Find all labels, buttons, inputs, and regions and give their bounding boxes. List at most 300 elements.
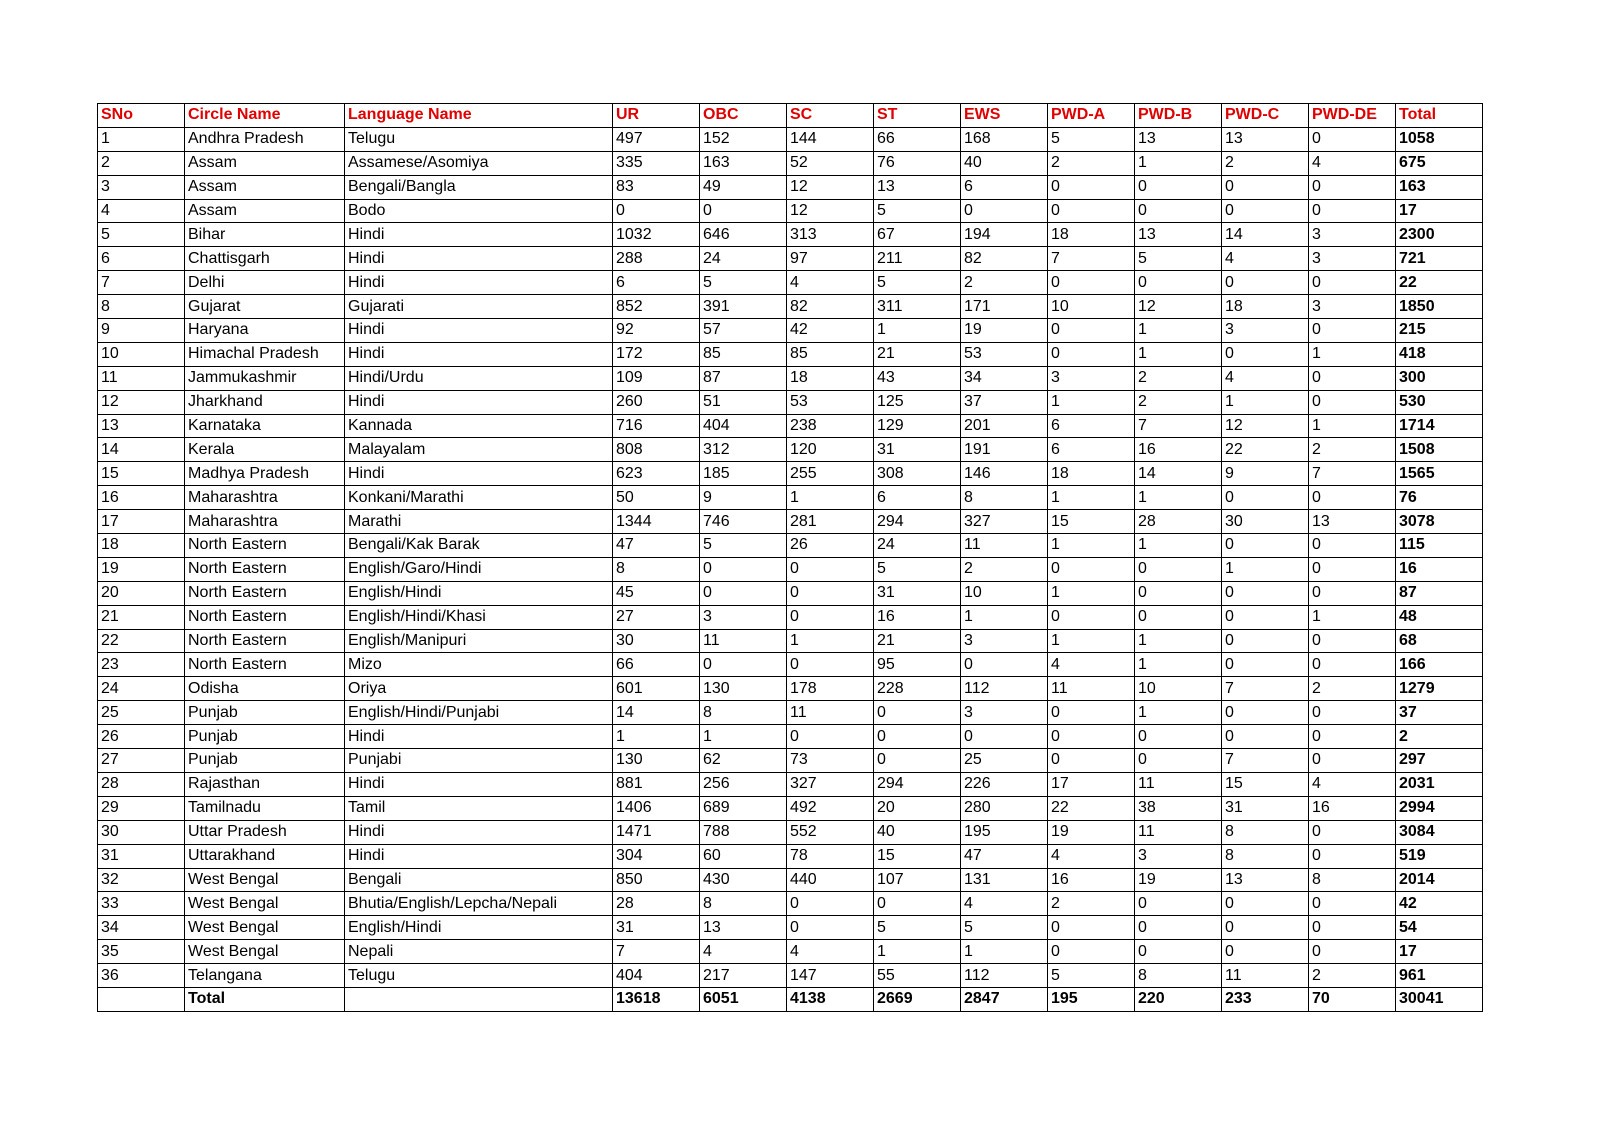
cell-st: 21: [874, 342, 961, 366]
total-ur: 13618: [613, 987, 700, 1011]
cell-pwd-c: 2: [1222, 151, 1309, 175]
cell-ews: 2: [961, 557, 1048, 581]
cell-st: 5: [874, 199, 961, 223]
cell-sc: 12: [787, 199, 874, 223]
header-language-name: Language Name: [345, 104, 613, 128]
cell-st: 6: [874, 486, 961, 510]
cell-pwd-a: 3: [1048, 366, 1135, 390]
cell-sno: 9: [98, 319, 185, 343]
cell-pwd-c: 11: [1222, 964, 1309, 988]
table-row: [98, 151, 1483, 175]
cell-pwd-c: 0: [1222, 701, 1309, 725]
cell-sno: 10: [98, 342, 185, 366]
cell-obc: 430: [700, 868, 787, 892]
header-row: [98, 104, 1483, 128]
cell-ews: 171: [961, 295, 1048, 319]
cell-total: 48: [1396, 605, 1483, 629]
cell-ur: 47: [613, 534, 700, 558]
cell-pwd-b: 19: [1135, 868, 1222, 892]
cell-total: 16: [1396, 557, 1483, 581]
cell-sno: 23: [98, 653, 185, 677]
cell-obc: 4: [700, 940, 787, 964]
cell-sc: 12: [787, 175, 874, 199]
cell-sno: 26: [98, 725, 185, 749]
cell-pwd-de: 0: [1309, 390, 1396, 414]
cell-pwd-b: 1: [1135, 151, 1222, 175]
cell-sc: 4: [787, 271, 874, 295]
cell-obc: 788: [700, 820, 787, 844]
cell-ews: 280: [961, 796, 1048, 820]
cell-sno: 8: [98, 295, 185, 319]
cell-circle-name: Punjab: [185, 749, 345, 773]
cell-total: 76: [1396, 486, 1483, 510]
cell-pwd-a: 2: [1048, 892, 1135, 916]
cell-language-name: Bengali/Bangla: [345, 175, 613, 199]
cell-pwd-de: 1: [1309, 414, 1396, 438]
cell-ur: 1406: [613, 796, 700, 820]
cell-language-name: Malayalam: [345, 438, 613, 462]
cell-circle-name: North Eastern: [185, 534, 345, 558]
cell-pwd-b: 14: [1135, 462, 1222, 486]
cell-language-name: Telugu: [345, 964, 613, 988]
cell-total: 1279: [1396, 677, 1483, 701]
cell-pwd-c: 12: [1222, 414, 1309, 438]
cell-pwd-a: 11: [1048, 677, 1135, 701]
cell-obc: 13: [700, 916, 787, 940]
cell-obc: 85: [700, 342, 787, 366]
table-row: [98, 319, 1483, 343]
cell-obc: 5: [700, 534, 787, 558]
cell-pwd-a: 0: [1048, 749, 1135, 773]
cell-pwd-de: 0: [1309, 916, 1396, 940]
cell-st: 66: [874, 127, 961, 151]
cell-ews: 82: [961, 247, 1048, 271]
cell-pwd-c: 0: [1222, 271, 1309, 295]
cell-language-name: Bengali/Kak Barak: [345, 534, 613, 558]
total-row-language: [345, 987, 613, 1011]
cell-pwd-de: 3: [1309, 223, 1396, 247]
cell-obc: 152: [700, 127, 787, 151]
cell-ur: 6: [613, 271, 700, 295]
cell-st: 0: [874, 892, 961, 916]
header-obc: OBC: [700, 104, 787, 128]
cell-pwd-de: 2: [1309, 677, 1396, 701]
cell-obc: 8: [700, 892, 787, 916]
cell-ews: 112: [961, 677, 1048, 701]
cell-pwd-de: 0: [1309, 725, 1396, 749]
cell-pwd-a: 0: [1048, 342, 1135, 366]
cell-circle-name: Chattisgarh: [185, 247, 345, 271]
cell-ews: 10: [961, 581, 1048, 605]
cell-pwd-b: 38: [1135, 796, 1222, 820]
cell-sno: 28: [98, 772, 185, 796]
cell-st: 20: [874, 796, 961, 820]
cell-sno: 11: [98, 366, 185, 390]
cell-circle-name: Delhi: [185, 271, 345, 295]
cell-pwd-a: 5: [1048, 127, 1135, 151]
cell-sno: 36: [98, 964, 185, 988]
cell-pwd-b: 0: [1135, 175, 1222, 199]
table-row: [98, 868, 1483, 892]
cell-st: 294: [874, 510, 961, 534]
cell-language-name: English/Garo/Hindi: [345, 557, 613, 581]
header-ews: EWS: [961, 104, 1048, 128]
cell-obc: 11: [700, 629, 787, 653]
cell-ur: 130: [613, 749, 700, 773]
cell-pwd-a: 6: [1048, 438, 1135, 462]
cell-pwd-a: 16: [1048, 868, 1135, 892]
cell-pwd-c: 7: [1222, 677, 1309, 701]
table-row: [98, 271, 1483, 295]
cell-pwd-c: 0: [1222, 725, 1309, 749]
cell-obc: 217: [700, 964, 787, 988]
cell-pwd-b: 0: [1135, 557, 1222, 581]
cell-pwd-b: 11: [1135, 820, 1222, 844]
cell-pwd-de: 0: [1309, 892, 1396, 916]
cell-pwd-de: 0: [1309, 199, 1396, 223]
cell-sc: 0: [787, 653, 874, 677]
cell-circle-name: West Bengal: [185, 940, 345, 964]
cell-pwd-de: 0: [1309, 844, 1396, 868]
cell-pwd-de: 4: [1309, 151, 1396, 175]
cell-circle-name: Bihar: [185, 223, 345, 247]
cell-obc: 130: [700, 677, 787, 701]
cell-language-name: Hindi: [345, 725, 613, 749]
cell-ur: 335: [613, 151, 700, 175]
cell-pwd-a: 10: [1048, 295, 1135, 319]
cell-ews: 131: [961, 868, 1048, 892]
cell-ews: 194: [961, 223, 1048, 247]
cell-obc: 0: [700, 557, 787, 581]
cell-sno: 15: [98, 462, 185, 486]
cell-total: 42: [1396, 892, 1483, 916]
cell-circle-name: Jammukashmir: [185, 366, 345, 390]
cell-pwd-b: 0: [1135, 199, 1222, 223]
cell-st: 125: [874, 390, 961, 414]
cell-pwd-b: 0: [1135, 892, 1222, 916]
cell-ews: 0: [961, 199, 1048, 223]
cell-total: 22: [1396, 271, 1483, 295]
cell-pwd-c: 0: [1222, 916, 1309, 940]
cell-ews: 146: [961, 462, 1048, 486]
cell-pwd-de: 16: [1309, 796, 1396, 820]
cell-ews: 201: [961, 414, 1048, 438]
cell-pwd-a: 2: [1048, 151, 1135, 175]
cell-pwd-b: 1: [1135, 653, 1222, 677]
cell-language-name: Hindi/Urdu: [345, 366, 613, 390]
cell-pwd-de: 4: [1309, 772, 1396, 796]
table-row: [98, 581, 1483, 605]
cell-pwd-de: 0: [1309, 486, 1396, 510]
cell-language-name: Punjabi: [345, 749, 613, 773]
table-row: [98, 749, 1483, 773]
cell-sno: 7: [98, 271, 185, 295]
cell-total: 297: [1396, 749, 1483, 773]
cell-ur: 623: [613, 462, 700, 486]
cell-sc: 82: [787, 295, 874, 319]
cell-ur: 288: [613, 247, 700, 271]
cell-sc: 0: [787, 892, 874, 916]
cell-sc: 281: [787, 510, 874, 534]
cell-pwd-de: 0: [1309, 175, 1396, 199]
cell-sc: 492: [787, 796, 874, 820]
cell-ur: 1032: [613, 223, 700, 247]
cell-sc: 144: [787, 127, 874, 151]
cell-circle-name: Uttar Pradesh: [185, 820, 345, 844]
cell-obc: 689: [700, 796, 787, 820]
cell-pwd-b: 8: [1135, 964, 1222, 988]
cell-obc: 391: [700, 295, 787, 319]
cell-pwd-de: 1: [1309, 605, 1396, 629]
cell-pwd-a: 18: [1048, 462, 1135, 486]
cell-sc: 313: [787, 223, 874, 247]
grand-total-row: [98, 987, 1483, 1011]
cell-pwd-de: 0: [1309, 653, 1396, 677]
table-row: [98, 366, 1483, 390]
cell-ur: 92: [613, 319, 700, 343]
total-pwd-de: 70: [1309, 987, 1396, 1011]
cell-language-name: Nepali: [345, 940, 613, 964]
cell-obc: 404: [700, 414, 787, 438]
cell-ews: 37: [961, 390, 1048, 414]
table-row: [98, 342, 1483, 366]
cell-ews: 5: [961, 916, 1048, 940]
cell-pwd-b: 11: [1135, 772, 1222, 796]
header-circle-name: Circle Name: [185, 104, 345, 128]
cell-pwd-de: 2: [1309, 438, 1396, 462]
table-row: [98, 677, 1483, 701]
cell-language-name: Marathi: [345, 510, 613, 534]
table-row: [98, 940, 1483, 964]
cell-pwd-b: 16: [1135, 438, 1222, 462]
cell-sno: 13: [98, 414, 185, 438]
cell-pwd-b: 0: [1135, 581, 1222, 605]
cell-st: 67: [874, 223, 961, 247]
cell-sno: 4: [98, 199, 185, 223]
cell-ews: 6: [961, 175, 1048, 199]
cell-st: 5: [874, 271, 961, 295]
cell-st: 294: [874, 772, 961, 796]
cell-pwd-de: 0: [1309, 534, 1396, 558]
cell-pwd-a: 0: [1048, 271, 1135, 295]
cell-st: 31: [874, 438, 961, 462]
header-ur: UR: [613, 104, 700, 128]
cell-pwd-c: 0: [1222, 534, 1309, 558]
cell-st: 1: [874, 940, 961, 964]
cell-pwd-de: 0: [1309, 127, 1396, 151]
cell-sno: 29: [98, 796, 185, 820]
cell-pwd-a: 4: [1048, 653, 1135, 677]
cell-circle-name: Haryana: [185, 319, 345, 343]
cell-ur: 808: [613, 438, 700, 462]
table-row: [98, 534, 1483, 558]
cell-total: 1058: [1396, 127, 1483, 151]
cell-pwd-c: 8: [1222, 820, 1309, 844]
cell-sno: 1: [98, 127, 185, 151]
cell-pwd-de: 0: [1309, 701, 1396, 725]
cell-ur: 881: [613, 772, 700, 796]
cell-ews: 191: [961, 438, 1048, 462]
table-row: [98, 510, 1483, 534]
total-st: 2669: [874, 987, 961, 1011]
cell-pwd-a: 1: [1048, 581, 1135, 605]
cell-circle-name: Punjab: [185, 725, 345, 749]
cell-st: 5: [874, 557, 961, 581]
cell-obc: 312: [700, 438, 787, 462]
cell-pwd-a: 1: [1048, 486, 1135, 510]
header-pwd-de: PWD-DE: [1309, 104, 1396, 128]
cell-total: 1850: [1396, 295, 1483, 319]
cell-pwd-b: 0: [1135, 605, 1222, 629]
cell-obc: 5: [700, 271, 787, 295]
total-ews: 2847: [961, 987, 1048, 1011]
cell-language-name: Hindi: [345, 223, 613, 247]
cell-pwd-b: 2: [1135, 390, 1222, 414]
cell-language-name: Hindi: [345, 271, 613, 295]
cell-sno: 14: [98, 438, 185, 462]
table-row: [98, 127, 1483, 151]
cell-ur: 28: [613, 892, 700, 916]
cell-sc: 255: [787, 462, 874, 486]
cell-total: 115: [1396, 534, 1483, 558]
cell-language-name: Hindi: [345, 820, 613, 844]
cell-language-name: English/Hindi: [345, 916, 613, 940]
cell-pwd-a: 19: [1048, 820, 1135, 844]
cell-language-name: English/Hindi: [345, 581, 613, 605]
cell-obc: 3: [700, 605, 787, 629]
header-total: Total: [1396, 104, 1483, 128]
cell-sc: 11: [787, 701, 874, 725]
cell-pwd-b: 13: [1135, 127, 1222, 151]
cell-ur: 1471: [613, 820, 700, 844]
cell-total: 530: [1396, 390, 1483, 414]
cell-st: 308: [874, 462, 961, 486]
cell-sc: 120: [787, 438, 874, 462]
cell-st: 95: [874, 653, 961, 677]
cell-language-name: Bengali: [345, 868, 613, 892]
cell-sc: 97: [787, 247, 874, 271]
cell-sno: 32: [98, 868, 185, 892]
cell-pwd-a: 15: [1048, 510, 1135, 534]
table-row: [98, 796, 1483, 820]
cell-st: 5: [874, 916, 961, 940]
cell-total: 2: [1396, 725, 1483, 749]
cell-pwd-c: 4: [1222, 366, 1309, 390]
cell-total: 519: [1396, 844, 1483, 868]
cell-pwd-c: 3: [1222, 319, 1309, 343]
cell-ews: 47: [961, 844, 1048, 868]
cell-pwd-de: 8: [1309, 868, 1396, 892]
cell-ur: 716: [613, 414, 700, 438]
cell-pwd-de: 0: [1309, 271, 1396, 295]
cell-circle-name: North Eastern: [185, 605, 345, 629]
cell-circle-name: Uttarakhand: [185, 844, 345, 868]
cell-pwd-de: 1: [1309, 342, 1396, 366]
cell-ur: 45: [613, 581, 700, 605]
cell-total: 1714: [1396, 414, 1483, 438]
cell-st: 31: [874, 581, 961, 605]
cell-sc: 0: [787, 605, 874, 629]
cell-pwd-c: 30: [1222, 510, 1309, 534]
cell-sno: 5: [98, 223, 185, 247]
cell-ews: 4: [961, 892, 1048, 916]
cell-sno: 19: [98, 557, 185, 581]
cell-sno: 34: [98, 916, 185, 940]
cell-pwd-c: 0: [1222, 581, 1309, 605]
cell-circle-name: West Bengal: [185, 868, 345, 892]
cell-ur: 304: [613, 844, 700, 868]
cell-pwd-c: 14: [1222, 223, 1309, 247]
cell-pwd-b: 0: [1135, 749, 1222, 773]
cell-pwd-b: 0: [1135, 940, 1222, 964]
cell-circle-name: Tamilnadu: [185, 796, 345, 820]
cell-pwd-b: 12: [1135, 295, 1222, 319]
cell-ews: 0: [961, 725, 1048, 749]
cell-circle-name: Gujarat: [185, 295, 345, 319]
cell-circle-name: Assam: [185, 151, 345, 175]
cell-pwd-a: 22: [1048, 796, 1135, 820]
cell-ur: 14: [613, 701, 700, 725]
cell-sc: 78: [787, 844, 874, 868]
cell-pwd-b: 1: [1135, 701, 1222, 725]
cell-sc: 178: [787, 677, 874, 701]
cell-ur: 31: [613, 916, 700, 940]
cell-ur: 260: [613, 390, 700, 414]
cell-pwd-a: 0: [1048, 916, 1135, 940]
cell-total: 54: [1396, 916, 1483, 940]
cell-sc: 327: [787, 772, 874, 796]
cell-ews: 25: [961, 749, 1048, 773]
cell-pwd-c: 0: [1222, 199, 1309, 223]
cell-pwd-de: 0: [1309, 940, 1396, 964]
cell-pwd-a: 1: [1048, 534, 1135, 558]
cell-sc: 18: [787, 366, 874, 390]
cell-obc: 8: [700, 701, 787, 725]
cell-pwd-de: 0: [1309, 366, 1396, 390]
cell-ews: 8: [961, 486, 1048, 510]
cell-st: 228: [874, 677, 961, 701]
cell-sno: 21: [98, 605, 185, 629]
cell-obc: 746: [700, 510, 787, 534]
cell-ews: 11: [961, 534, 1048, 558]
cell-ur: 497: [613, 127, 700, 151]
cell-st: 24: [874, 534, 961, 558]
cell-sc: 85: [787, 342, 874, 366]
cell-sno: 2: [98, 151, 185, 175]
cell-language-name: Hindi: [345, 772, 613, 796]
cell-sno: 24: [98, 677, 185, 701]
cell-st: 43: [874, 366, 961, 390]
cell-pwd-c: 0: [1222, 175, 1309, 199]
cell-pwd-b: 3: [1135, 844, 1222, 868]
cell-language-name: Konkani/Marathi: [345, 486, 613, 510]
cell-circle-name: Kerala: [185, 438, 345, 462]
cell-pwd-c: 9: [1222, 462, 1309, 486]
cell-st: 15: [874, 844, 961, 868]
cell-ur: 1344: [613, 510, 700, 534]
cell-circle-name: Assam: [185, 175, 345, 199]
cell-ews: 112: [961, 964, 1048, 988]
cell-sno: 30: [98, 820, 185, 844]
cell-language-name: Hindi: [345, 844, 613, 868]
cell-sc: 440: [787, 868, 874, 892]
table-row: [98, 916, 1483, 940]
cell-ur: 83: [613, 175, 700, 199]
cell-pwd-de: 13: [1309, 510, 1396, 534]
cell-pwd-a: 1: [1048, 390, 1135, 414]
cell-pwd-b: 1: [1135, 629, 1222, 653]
cell-circle-name: Andhra Pradesh: [185, 127, 345, 151]
